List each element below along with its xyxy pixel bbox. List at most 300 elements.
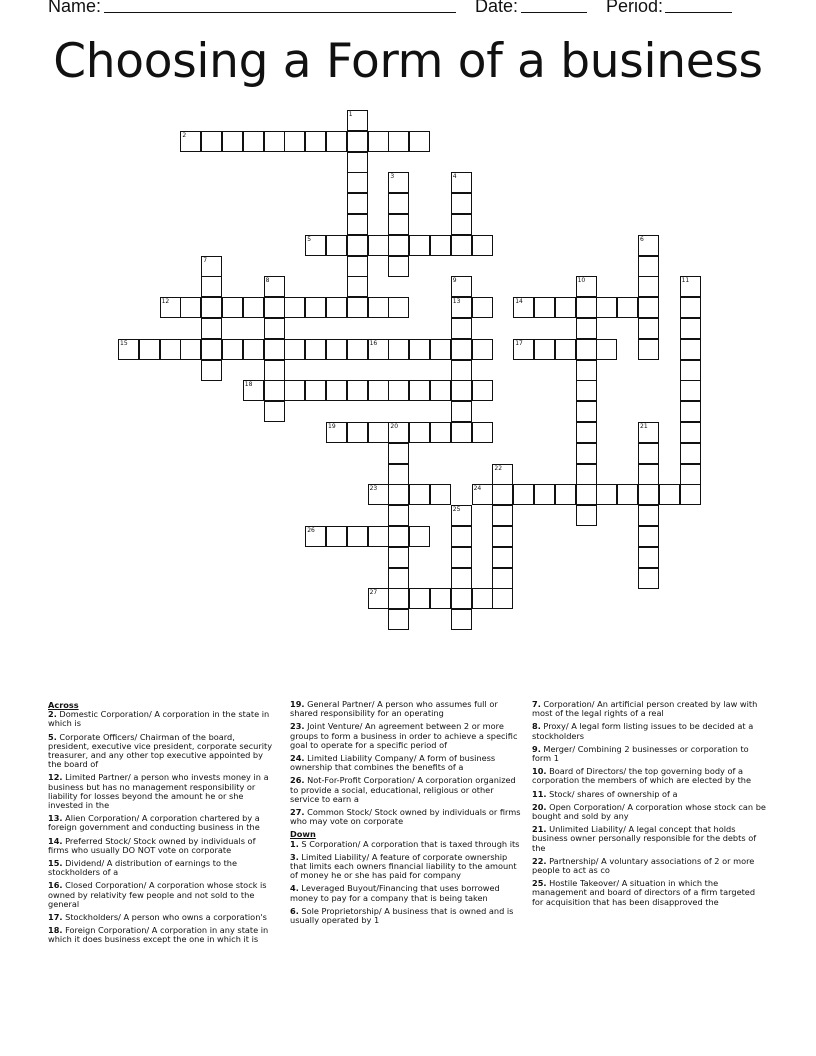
crossword-cell[interactable] <box>388 193 409 214</box>
clue-number: 17 <box>515 339 523 347</box>
crossword-cell[interactable] <box>638 276 659 297</box>
crossword-cell[interactable] <box>451 422 472 443</box>
crossword-cell[interactable] <box>201 360 222 381</box>
crossword-cell[interactable] <box>388 609 409 630</box>
crossword-cell[interactable] <box>513 484 534 505</box>
crossword-cell[interactable] <box>326 380 347 401</box>
crossword-cell[interactable] <box>451 380 472 401</box>
clue-text: Merger/ Combining 2 businesses or corporation to form 1 <box>532 743 749 764</box>
crossword-cell[interactable] <box>388 235 409 256</box>
crossword-cell[interactable] <box>368 526 389 547</box>
crossword-cell[interactable] <box>368 339 389 360</box>
crossword-cell[interactable] <box>264 131 285 152</box>
crossword-cell[interactable] <box>534 297 555 318</box>
crossword-cell[interactable] <box>451 318 472 339</box>
crossword-cell[interactable] <box>451 401 472 422</box>
crossword-cell[interactable] <box>388 339 409 360</box>
crossword-cell[interactable] <box>472 588 493 609</box>
crossword-cell[interactable] <box>347 235 368 256</box>
crossword-cell[interactable] <box>430 484 451 505</box>
crossword-cell[interactable] <box>472 422 493 443</box>
crossword-cell[interactable] <box>492 484 513 505</box>
crossword-cell[interactable] <box>492 568 513 589</box>
clue-text: Board of Directors/ the top governing body of a corporation the members of which are elected by the <box>532 766 752 786</box>
crossword-cell[interactable] <box>576 339 597 360</box>
crossword-cell[interactable] <box>534 484 555 505</box>
clue-number: 3 <box>390 173 395 181</box>
clue-text: Foreign Corporation/ A corporation in any state in which it does business except the one in which it is <box>48 925 269 945</box>
crossword-cell[interactable] <box>368 588 389 609</box>
crossword-cell[interactable] <box>347 422 368 443</box>
crossword-cell[interactable] <box>388 443 409 464</box>
crossword-cell[interactable] <box>222 339 243 360</box>
crossword-cell[interactable] <box>368 297 389 318</box>
crossword-cell[interactable] <box>264 276 285 297</box>
down-clue <box>532 879 768 907</box>
crossword-cell[interactable] <box>388 464 409 485</box>
clue-text: Unlimited Liability/ A legal concept that holds business owner personally responsible for the debts of the <box>532 824 757 853</box>
crossword-cell[interactable] <box>451 339 472 360</box>
crossword-cell[interactable] <box>139 339 160 360</box>
clue-number: 9 <box>452 277 457 285</box>
crossword-cell[interactable] <box>638 297 659 318</box>
crossword-cell[interactable] <box>576 401 597 422</box>
crossword-cell[interactable] <box>596 484 617 505</box>
clue-number: 15 <box>120 339 128 347</box>
crossword-cell[interactable] <box>409 380 430 401</box>
crossword-cell[interactable] <box>451 588 472 609</box>
crossword-cell[interactable] <box>451 568 472 589</box>
crossword-cell[interactable] <box>284 131 305 152</box>
across-clue <box>48 773 278 810</box>
crossword-cell[interactable] <box>388 526 409 547</box>
crossword-cell[interactable] <box>680 484 701 505</box>
clue-number: 18 <box>244 381 253 389</box>
clue-num: 17. <box>48 912 63 923</box>
clue-num: 16. <box>48 880 63 891</box>
crossword-cell[interactable] <box>430 588 451 609</box>
clue-text: Not-For-Profit Corporation/ A corporation organized to provide a social, educational, religious or other service to earn a <box>290 775 516 804</box>
clue-num: 11. <box>532 788 547 799</box>
crossword-cell[interactable] <box>388 568 409 589</box>
crossword-cell[interactable] <box>305 131 326 152</box>
crossword-cell[interactable] <box>305 526 326 547</box>
down-clue <box>290 853 522 881</box>
crossword-cell[interactable] <box>201 131 222 152</box>
crossword-cell[interactable] <box>472 484 493 505</box>
crossword-cell[interactable] <box>180 297 201 318</box>
crossword-cell[interactable] <box>451 526 472 547</box>
clue-number: 27 <box>369 589 378 597</box>
page-title: Choosing a Form of a business <box>53 34 763 89</box>
clue-num: 25. <box>532 878 547 889</box>
crossword-cell[interactable] <box>638 484 659 505</box>
crossword-cell[interactable] <box>409 526 430 547</box>
clue-text: Hostile Takeover/ A situation in which the management and board of directors of a firm targeted for acquisition that has been disapproved the <box>532 878 756 907</box>
crossword-cell[interactable] <box>576 484 597 505</box>
down-clue <box>290 884 522 902</box>
crossword-cell[interactable] <box>347 172 368 193</box>
crossword-cell[interactable] <box>347 276 368 297</box>
clue-number: 8 <box>265 277 270 285</box>
crossword-cell[interactable] <box>388 505 409 526</box>
clue-number: 16 <box>369 339 378 347</box>
crossword-cell[interactable] <box>388 297 409 318</box>
crossword-cell[interactable] <box>576 505 597 526</box>
clue-num: 6. <box>290 905 299 916</box>
crossword-cell[interactable] <box>451 505 472 526</box>
crossword-cell[interactable] <box>576 422 597 443</box>
crossword-cell[interactable] <box>368 422 389 443</box>
clue-text: Limited Liability/ A feature of corporate ownership that limits each owners financial liability to the amount of money he or she has paid for company <box>290 851 517 881</box>
clue-number: 20 <box>390 423 399 430</box>
across-clue <box>48 837 278 855</box>
clues-column-3 <box>532 700 768 911</box>
crossword-cell[interactable] <box>347 193 368 214</box>
clue-number: 11 <box>681 277 690 285</box>
clue-text: General Partner/ A person who assumes full or shared responsibility for an operating <box>290 699 498 719</box>
crossword-cell[interactable] <box>638 235 659 256</box>
crossword-cell[interactable] <box>201 318 222 339</box>
crossword-cell[interactable] <box>347 380 368 401</box>
clue-text: Closed Corporation/ A corporation whose stock is owned by relativity few people and not sold to the general <box>48 880 267 909</box>
clue-number: 23 <box>369 485 378 493</box>
crossword-cell[interactable] <box>264 380 285 401</box>
crossword-cell[interactable] <box>305 380 326 401</box>
crossword-cell[interactable] <box>368 484 389 505</box>
crossword-cell[interactable] <box>222 297 243 318</box>
crossword-cell[interactable] <box>680 318 701 339</box>
clue-num: 23. <box>290 721 305 732</box>
crossword-cell[interactable] <box>388 422 409 443</box>
crossword-cell[interactable] <box>388 256 409 277</box>
clue-num: 20. <box>532 801 547 812</box>
crossword-cell[interactable] <box>472 339 493 360</box>
crossword-cell[interactable] <box>534 339 555 360</box>
crossword-cell[interactable] <box>347 526 368 547</box>
crossword-cell[interactable] <box>638 339 659 360</box>
crossword-cell[interactable] <box>409 422 430 443</box>
crossword-cell[interactable] <box>638 568 659 589</box>
clue-number: 4 <box>452 173 457 181</box>
crossword-cell[interactable] <box>680 339 701 360</box>
clues-column-1 <box>48 700 278 949</box>
clue-text: Joint Venture/ An agreement between 2 or more groups to form a business in order to achieve a specific goal to operate for a specific period of <box>290 721 518 750</box>
crossword-cell[interactable] <box>160 297 181 318</box>
crossword-cell[interactable] <box>576 380 597 401</box>
crossword-cell[interactable] <box>680 422 701 443</box>
crossword-cell[interactable] <box>388 214 409 235</box>
crossword-cell[interactable] <box>492 547 513 568</box>
crossword-cell[interactable] <box>388 484 409 505</box>
clue-num: 10. <box>532 766 547 777</box>
clue-number: 14 <box>515 298 523 306</box>
clue-text: Stock/ shares of ownership of a <box>546 788 678 799</box>
crossword-cell[interactable] <box>492 588 513 609</box>
crossword-cell[interactable] <box>472 297 493 318</box>
crossword-cell[interactable] <box>368 131 389 152</box>
crossword-cell[interactable] <box>305 339 326 360</box>
crossword-cell[interactable] <box>638 443 659 464</box>
crossword-cell[interactable] <box>388 547 409 568</box>
clue-num: 26. <box>290 775 305 786</box>
clue-text: Proxy/ A legal form listing issues to be decided at a stockholders <box>532 721 754 741</box>
crossword-cell[interactable] <box>409 484 430 505</box>
clue-num: 19. <box>290 699 305 709</box>
down-clue <box>290 840 522 849</box>
crossword-cell[interactable] <box>638 526 659 547</box>
clue-text: Partnership/ A voluntary associations of 2 or more people to act as co <box>532 855 755 876</box>
crossword-cell[interactable] <box>326 131 347 152</box>
down-clue <box>532 825 768 853</box>
across-clue <box>48 926 278 944</box>
clue-text: Corporate Officers/ Chairman of the board, president, executive vice president, corporate security treasurer, and any other top executive appointed by the board of <box>48 731 273 770</box>
clue-number: 12 <box>161 298 170 306</box>
clue-number: 7 <box>203 256 208 264</box>
crossword-cell[interactable] <box>305 235 326 256</box>
clue-text: Sole Proprietorship/ A business that is owned and is usually operated by 1 <box>290 905 514 926</box>
crossword-cell[interactable] <box>638 547 659 568</box>
crossword-cell[interactable] <box>555 297 576 318</box>
clue-number: 21 <box>640 423 648 430</box>
clue-text: Leveraged Buyout/Financing that uses borrowed money to pay for a company that is being taken <box>290 883 500 903</box>
clue-num: 24. <box>290 753 305 764</box>
crossword-cell[interactable] <box>180 339 201 360</box>
crossword-cell[interactable] <box>576 276 597 297</box>
crossword-cell[interactable] <box>555 339 576 360</box>
clue-num: 14. <box>48 835 63 846</box>
crossword-cell[interactable] <box>576 360 597 381</box>
clue-text: Limited Partner/ a person who invests money in a business but has no management responsibility or liability for losses beyond the amount he or she invested in the <box>48 772 269 811</box>
crossword-cell[interactable] <box>347 256 368 277</box>
clue-num: 9. <box>532 743 541 754</box>
clue-number: 13 <box>452 298 461 306</box>
crossword-cell[interactable] <box>264 297 285 318</box>
clue-num: 21. <box>532 824 547 835</box>
crossword-cell[interactable] <box>472 235 493 256</box>
crossword-cell[interactable] <box>368 380 389 401</box>
down-clue <box>532 722 768 740</box>
clue-num: 3. <box>290 851 299 862</box>
crossword-cell[interactable] <box>388 172 409 193</box>
clue-num: 27. <box>290 807 305 818</box>
clue-text: Open Corporation/ A corporation whose stock can be bought and sold by any <box>532 801 766 822</box>
crossword-cell[interactable] <box>659 484 680 505</box>
crossword-cell[interactable] <box>451 235 472 256</box>
clue-number: 19 <box>328 423 336 430</box>
crossword-cell[interactable] <box>451 547 472 568</box>
across-clue-list <box>48 710 278 944</box>
crossword-cell[interactable] <box>596 297 617 318</box>
crossword-cell[interactable] <box>638 505 659 526</box>
crossword-cell[interactable] <box>264 360 285 381</box>
crossword-cell[interactable] <box>388 131 409 152</box>
down-clue <box>290 907 522 925</box>
clue-number: 25 <box>452 506 461 514</box>
crossword-cell[interactable] <box>638 464 659 485</box>
down-clue <box>532 767 768 785</box>
across-clue <box>290 776 522 804</box>
crossword-cell[interactable] <box>264 401 285 422</box>
crossword-cell[interactable] <box>284 380 305 401</box>
crossword-cell[interactable] <box>492 505 513 526</box>
crossword-cell[interactable] <box>451 276 472 297</box>
clues-column-2 <box>290 700 522 929</box>
crossword-cell[interactable] <box>451 297 472 318</box>
crossword-cell[interactable] <box>492 464 513 485</box>
crossword-cell[interactable] <box>409 339 430 360</box>
crossword-cell[interactable] <box>326 422 347 443</box>
crossword-cell[interactable] <box>680 464 701 485</box>
across-clue <box>48 814 278 832</box>
across-clue <box>290 808 522 826</box>
crossword-cell[interactable] <box>409 588 430 609</box>
crossword-cell[interactable] <box>617 484 638 505</box>
clue-number: 26 <box>307 527 315 534</box>
clue-number: 22 <box>494 464 503 472</box>
crossword-cell[interactable] <box>472 380 493 401</box>
crossword-cell[interactable] <box>451 172 472 193</box>
crossword-cell[interactable] <box>638 256 659 277</box>
crossword-cell[interactable] <box>388 380 409 401</box>
crossword-cell[interactable] <box>326 526 347 547</box>
crossword-cell[interactable] <box>430 380 451 401</box>
clue-num: 1. <box>290 838 299 849</box>
clue-num: 15. <box>48 858 63 869</box>
crossword-cell[interactable] <box>160 339 181 360</box>
crossword-cell[interactable] <box>638 318 659 339</box>
crossword-cell[interactable] <box>638 422 659 443</box>
clue-num: 13. <box>48 813 63 824</box>
crossword-cell[interactable] <box>347 339 368 360</box>
clue-num: 4. <box>290 883 299 894</box>
clue-number: 10 <box>577 277 586 285</box>
clue-num: 22. <box>532 855 547 866</box>
across-heading: Across <box>48 700 79 710</box>
clue-text: Stockholders/ A person who owns a corporation's <box>62 912 267 923</box>
across-clue <box>290 700 522 718</box>
down-heading: Down <box>290 829 316 840</box>
crossword-cell[interactable] <box>451 193 472 214</box>
crossword-cell[interactable] <box>264 339 285 360</box>
crossword-cell[interactable] <box>201 297 222 318</box>
across-clue <box>48 733 278 770</box>
across-clue-list-continued <box>290 700 522 826</box>
date-label: Date: <box>475 0 519 16</box>
clue-num: 7. <box>532 699 541 709</box>
across-clue <box>48 913 278 922</box>
crossword-cell[interactable] <box>243 380 264 401</box>
crossword-cell[interactable] <box>680 443 701 464</box>
across-clue <box>48 859 278 877</box>
crossword-cell[interactable] <box>680 380 701 401</box>
clue-text: Dividend/ A distribution of earnings to the stockholders of a <box>48 858 238 878</box>
crossword-cell[interactable] <box>326 339 347 360</box>
across-clue <box>48 710 278 728</box>
crossword-cell[interactable] <box>326 235 347 256</box>
crossword-cell[interactable] <box>347 110 368 131</box>
down-clue <box>532 790 768 799</box>
crossword-cell[interactable] <box>347 152 368 173</box>
crossword-cell[interactable] <box>243 339 264 360</box>
clue-number: 24 <box>473 485 482 493</box>
crossword-cell[interactable] <box>617 297 638 318</box>
crossword-cell[interactable] <box>118 339 139 360</box>
crossword-cell[interactable] <box>305 297 326 318</box>
crossword-cell[interactable] <box>680 276 701 297</box>
crossword-cell[interactable] <box>284 297 305 318</box>
crossword-cell[interactable] <box>576 464 597 485</box>
clue-text: Common Stock/ Stock owned by individuals or firms who may vote on corporate <box>290 807 521 827</box>
clue-text: Alien Corporation/ A corporation chartered by a foreign government and conducting business in the <box>48 813 260 833</box>
period-label: Period: <box>606 0 664 16</box>
clue-text: Limited Liability Company/ A form of business ownership that combines the benefits of a <box>290 753 496 773</box>
clue-number: 2 <box>182 131 187 139</box>
crossword-cell[interactable] <box>680 297 701 318</box>
crossword-cell[interactable] <box>680 401 701 422</box>
clue-text: Preferred Stock/ Stock owned by individuals of firms who usually DO NOT vote on corporate <box>48 835 256 855</box>
crossword-cell[interactable] <box>284 339 305 360</box>
crossword-cell[interactable] <box>243 297 264 318</box>
crossword-cell[interactable] <box>576 443 597 464</box>
crossword-cell[interactable] <box>430 339 451 360</box>
crossword-cell[interactable] <box>555 484 576 505</box>
crossword-cell[interactable] <box>201 256 222 277</box>
crossword-cell[interactable] <box>430 235 451 256</box>
clue-num: 18. <box>48 925 63 936</box>
across-clue <box>290 754 522 772</box>
clue-text: Domestic Corporation/ A corporation in the state in which is <box>48 709 270 729</box>
crossword-cell[interactable] <box>513 339 534 360</box>
crossword-cell[interactable] <box>409 235 430 256</box>
crossword-cell[interactable] <box>451 214 472 235</box>
clue-text: S Corporation/ A corporation that is taxed through its <box>298 838 520 849</box>
down-clue <box>532 803 768 821</box>
crossword-cell[interactable] <box>222 131 243 152</box>
down-clue-list-continued <box>532 700 768 907</box>
crossword-cell[interactable] <box>576 297 597 318</box>
crossword-cell[interactable] <box>680 360 701 381</box>
name-label: Name: <box>48 0 102 16</box>
clue-number: 6 <box>640 235 644 243</box>
crossword-cell[interactable] <box>430 422 451 443</box>
clue-num: 12. <box>48 772 63 783</box>
crossword-cell[interactable] <box>368 235 389 256</box>
crossword-cell[interactable] <box>492 526 513 547</box>
crossword-cell[interactable] <box>243 131 264 152</box>
crossword-cell[interactable] <box>326 297 347 318</box>
crossword-cell[interactable] <box>576 318 597 339</box>
crossword-cell[interactable] <box>409 131 430 152</box>
down-clue <box>532 745 768 763</box>
crossword-cell[interactable] <box>388 588 409 609</box>
crossword-cell[interactable] <box>513 297 534 318</box>
down-clue-list <box>290 840 522 926</box>
crossword-cell[interactable] <box>264 318 285 339</box>
crossword-cell[interactable] <box>201 276 222 297</box>
crossword-cell[interactable] <box>201 339 222 360</box>
crossword-cell[interactable] <box>451 609 472 630</box>
clue-num: 2. <box>48 709 57 720</box>
crossword-cell[interactable] <box>347 297 368 318</box>
crossword-cell[interactable] <box>596 339 617 360</box>
crossword-cell[interactable] <box>347 131 368 152</box>
crossword-cell[interactable] <box>180 131 201 152</box>
clue-num: 8. <box>532 721 541 732</box>
clue-number: 5 <box>307 235 312 243</box>
crossword-cell[interactable] <box>347 214 368 235</box>
crossword-cell[interactable] <box>451 360 472 381</box>
